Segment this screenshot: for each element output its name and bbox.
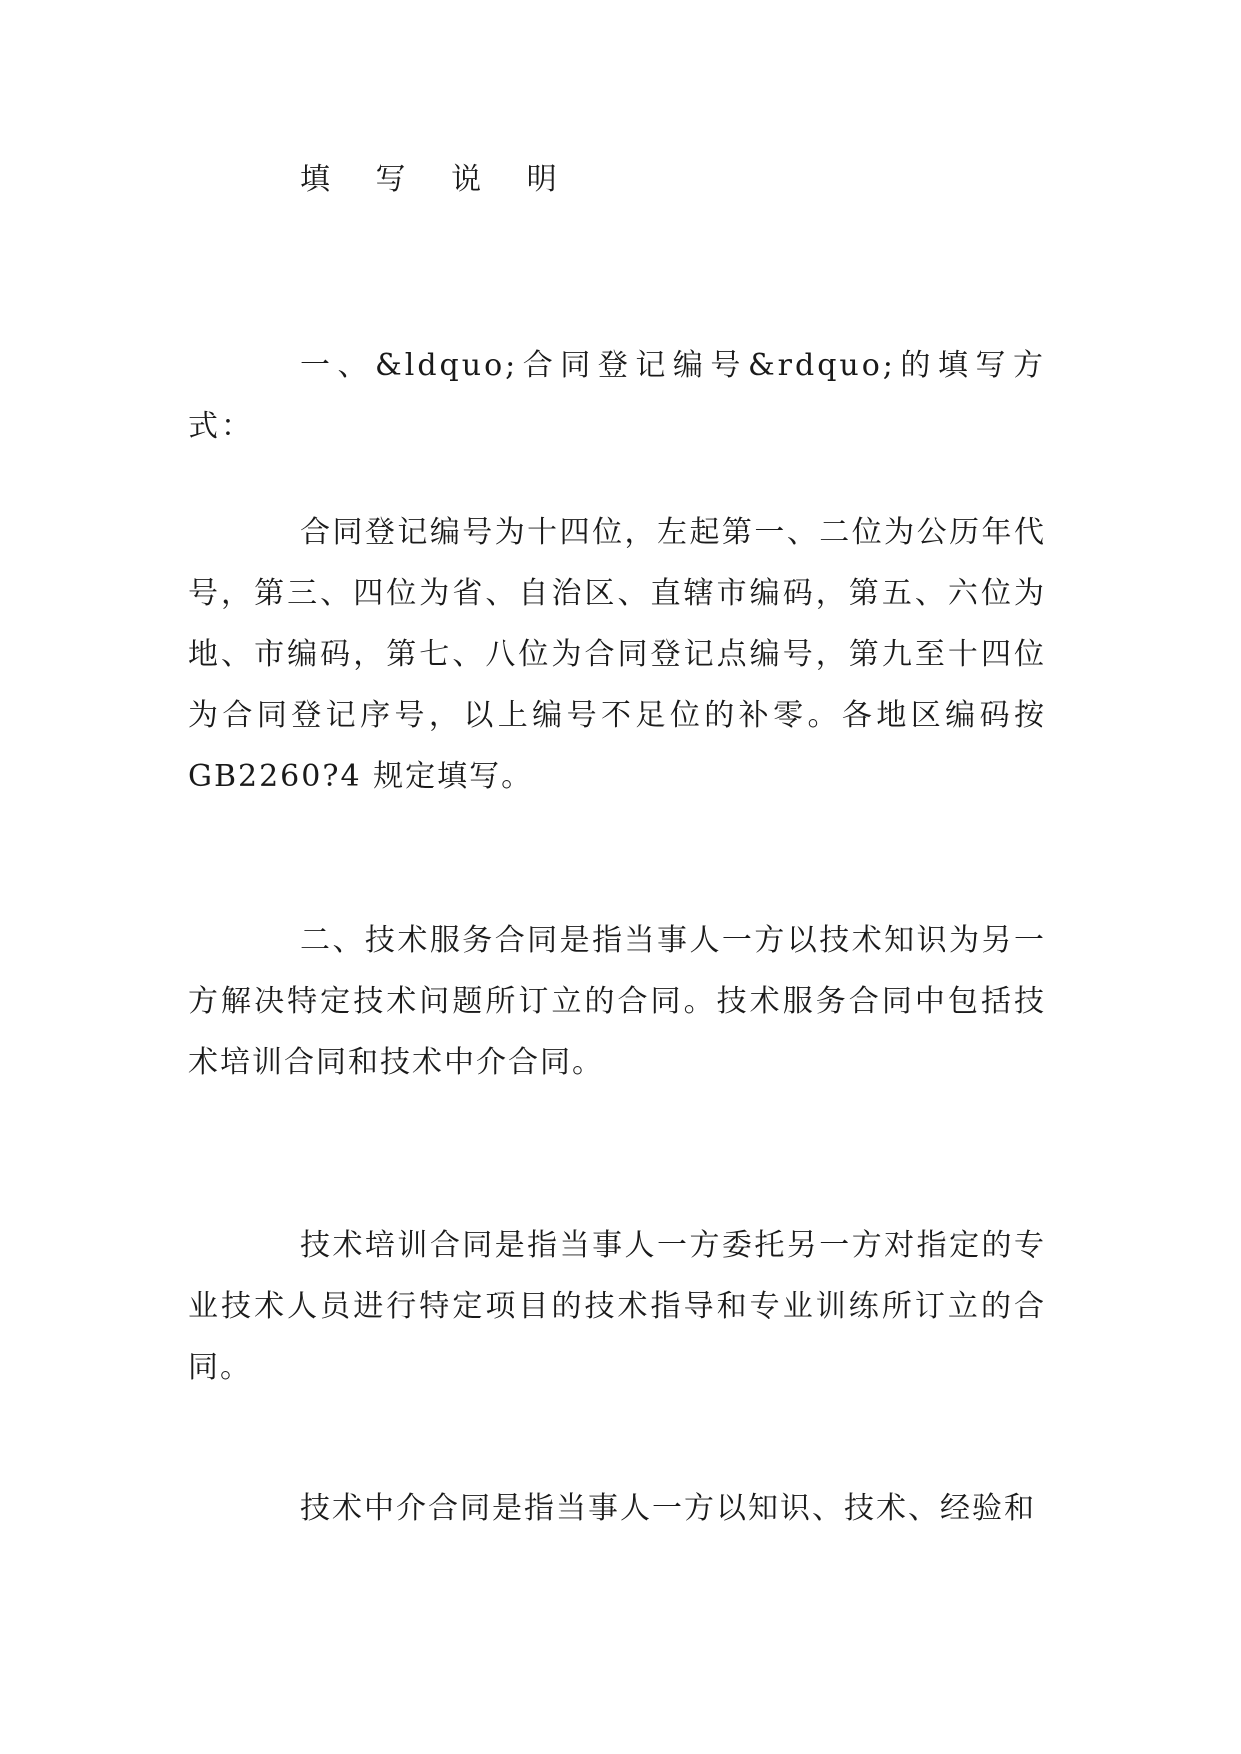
paragraph-technical-training-contract: 技术培训合同是指当事人一方委托另一方对指定的专业技术人员进行特定项目的技术指导和专业训练所订立的合同。 bbox=[188, 1228, 1046, 1385]
paragraph-registration-number-format: 合同登记编号为十四位，左起第一、二位为公历年代号，第三、四位为省、自治区、直辖市编码，第五、六位为地、市编码，第七、八位为合同登记点编号，第九至十四位为合同登记序号，以上编号不足位的补零。各地区编码按GB2260?4 规定填写。 bbox=[188, 515, 1046, 794]
document-title: 填 写 说 明 bbox=[300, 162, 575, 197]
paragraph-technical-intermediary-contract: 技术中介合同是指当事人一方以知识、技术、经验和 bbox=[300, 1491, 1036, 1526]
paragraph-technical-service-contract: 二、技术服务合同是指当事人一方以技术知识为另一方解决特定技术问题所订立的合同。技术服务合同中包括技术培训合同和技术中介合同。 bbox=[188, 923, 1046, 1080]
paragraph-registration-number-heading: 一、&ldquo;合同登记编号&rdquo;的填写方式： bbox=[188, 348, 1046, 444]
